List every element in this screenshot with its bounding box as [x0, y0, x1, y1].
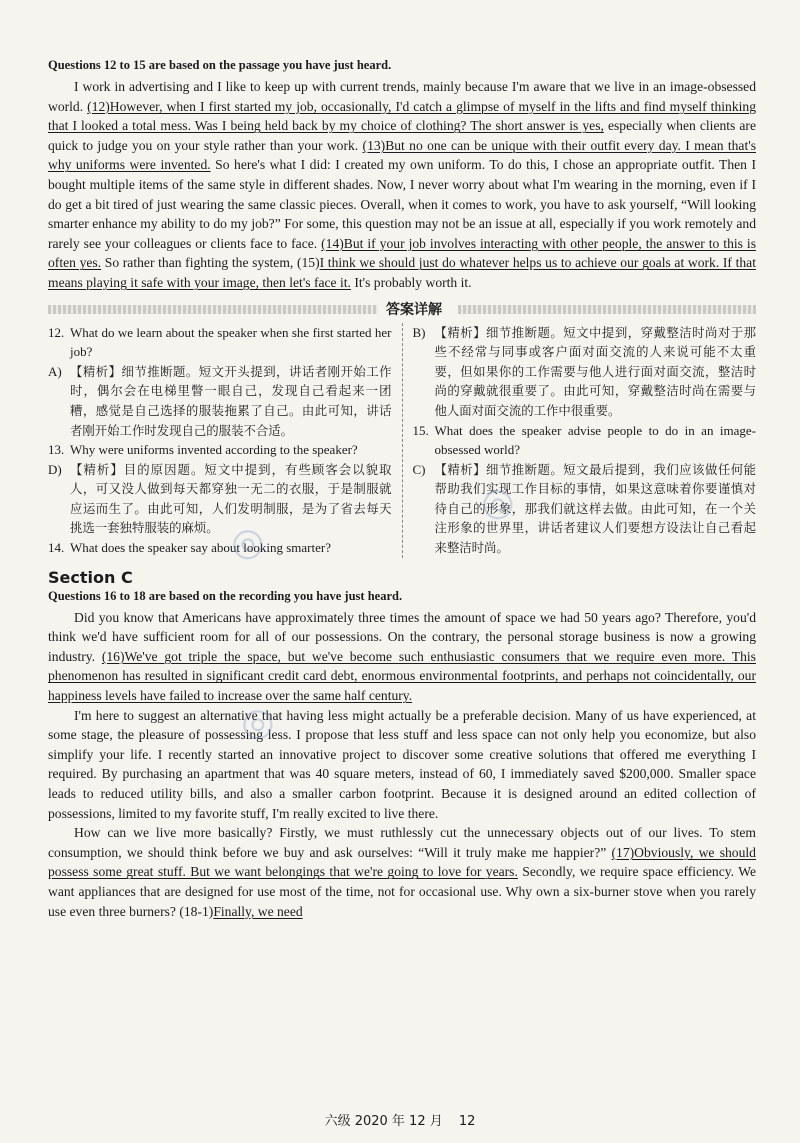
item-label: 14.	[48, 540, 65, 556]
item-label: 12.	[48, 324, 65, 340]
section-c-heading: Questions 16 to 18 are based on the recording you have just heard.	[48, 588, 403, 603]
text-run: So rather than fighting the system, (15)	[101, 255, 320, 271]
item-text: 【精析】目的原因题。短文中提到，有些顾客会以貌取人，可又没人做到每天都穿独一无二的衣服，于是制服就应运而生了。由此可知，人们发明制服，是为了省去每天挑选一套独特服装的麻烦。	[70, 461, 392, 536]
item-text: What do we learn about the speaker when she first started her job?	[70, 324, 392, 360]
footer-label: 六级 2020 年 12 月	[324, 1114, 443, 1129]
scan-noise	[48, 305, 378, 314]
question-item	[48, 538, 392, 558]
underlined-text: Finally, we need	[213, 903, 303, 919]
item-text: What does the speaker say about looking smarter?	[70, 540, 331, 556]
text-run: So here's what I did: I created my own uniform. To do this, I chose an appropriate outfit. Then I bought multiple items of the same style in different shades. Now, I never worry about what I'm wearing in the morning, even if I do get a bit tired of just wearing the same classic pieces. Overall, when it comes to work, you have to ask yourself, “Will looking smarter enhance my ability to do my job?” For some, this question may not be an issue at all, especially if you work remotely and rarely see your colleagues or clients face to face.	[48, 157, 757, 251]
answer-explanation	[48, 460, 392, 538]
item-text: 【精析】细节推断题。短文最后提到，我们应该做任何能帮助我们实现工作目标的事情，如果这意味着你要谨慎对待自己的形象，那我们就这样去做。由此可知，在一个关注形象的世界里，讲话者建议人们要想方设法让自己看起来整洁时尚。	[434, 461, 756, 556]
watermark-mark: ◎	[232, 695, 281, 749]
item-label: C)	[412, 461, 426, 477]
section-c-paragraph-1	[48, 608, 756, 706]
question-item	[48, 440, 392, 460]
text-run: How can we live more basically? Firstly, we must ruthlessly cut the unnecessary objects out of our lives. To stem consumption, we should think before we buy and ask ourselves: “Will it truly make me happier?”	[48, 825, 756, 860]
underlined-text: (17)Obviously, we should possess some great stuff. But we want belongings that we're going to love for years.	[48, 844, 756, 880]
item-text: Why were uniforms invented according to the speaker?	[70, 442, 358, 458]
section-c-paragraph-2	[48, 706, 756, 824]
section-title: Section C	[48, 567, 133, 587]
item-label: B)	[412, 324, 426, 340]
answer-explanation	[48, 362, 392, 440]
text-run: Secondly, we require space efficiency. We want appliances that are designed for use most of the time, not for occasional use. Why own a six-burner stove when you rarely use even three burners? (18-1)	[48, 864, 756, 919]
text-run: Did you know that Americans have approximately three times the amount of space we had 50 years ago? Therefore, you'd think we'd have sufficient room for all of our possessions. On the contrary, the personal storage business is now a growing industry.	[48, 609, 756, 664]
underlined-text: (12)However, when I first started my job, occasionally, I'd catch a glimpse of myself in the lifts and find myself thinking that I looked a total mess. Was I being held back by my choice of clothing? The short answer is yes,	[48, 98, 756, 134]
underlined-text: (14)But if your job involves interacting with other people, the answer to this is often yes.	[48, 235, 756, 271]
item-text: 【精析】细节推断题。短文开头提到，讲话者刚开始工作时，偶尔会在电梯里瞥一眼自己，发现自己看起来一团糟，感觉是自己选择的服装拖累了自己。由此可知，讲话者刚开始工作时发现自己的服装不合适。	[70, 363, 392, 438]
answer-title-bar	[48, 297, 756, 321]
page	[48, 58, 756, 921]
passage-paragraph	[48, 77, 756, 293]
page-number: 12	[458, 1114, 476, 1129]
section-c-paragraph-3	[48, 823, 756, 921]
item-text: 【精析】细节推断题。短文中提到，穿戴整洁时尚对于那些不经常与同事或客户面对面交流的人来说可能不太重要，但如果你的工作需要与他人进行面对面交流，整洁时尚的穿戴就很重要了。由此可知，穿戴整洁时尚在需要与他人面对面交流的工作中很重要。	[434, 324, 756, 418]
watermark-mark: ◎	[472, 475, 521, 529]
question-item	[48, 323, 392, 362]
text-run: It's probably worth it.	[350, 274, 472, 290]
item-label: 15.	[412, 422, 429, 438]
underlined-text: I think we should just do whatever helps us to achieve our goals at work. If that means playing it safe with your image, then let's face it.	[48, 255, 756, 290]
underlined-text: (16)We've got triple the space, but we've become such enthusiastic consumers that we require even more. This phenomenon has resulted in significant credit card debt, enormous environmental footprints, and perhaps not coincidentally, our happiness levels have failed to increase over the same half century.	[48, 648, 756, 704]
text-run: I work in advertising and I like to keep up with current trends, mainly because I'm aware that we live in an image-obsessed world.	[48, 79, 756, 114]
item-label: 13.	[48, 442, 65, 458]
scan-noise	[458, 305, 756, 314]
watermark-mark: ◎	[222, 515, 271, 569]
question-item	[413, 421, 757, 460]
passage-heading: Questions 12 to 15 are based on the passage you have just heard.	[48, 58, 392, 72]
answer-title: 答案详解	[382, 299, 446, 319]
answer-explanation	[413, 323, 757, 421]
page-footer	[0, 1110, 800, 1129]
item-label: A)	[48, 363, 62, 379]
text-run: especially when clients are quick to judge you on your style rather than your work.	[48, 118, 756, 153]
answer-column-left	[48, 323, 403, 558]
answer-explanation	[413, 460, 757, 558]
underlined-text: (13)But no one can be unique with their outfit every day. I mean that's why uniforms were invented.	[48, 137, 756, 173]
item-text: What does the speaker advise people to do in an image-obsessed world?	[434, 422, 756, 458]
answer-column-right	[403, 323, 757, 558]
text-run: I'm here to suggest an alternative that having less might actually be a preferable decision. Many of us have experienced, at some stage, the pleasure of possessing less. I propose that less stuff and less space can not only help you economize, but also simplify your life. I recently started an innovative project to discover some creative solutions that offered me everything I required. By purchasing an apartment that was 40 square meters, instead of 60, I immediately saved $200,000. Smaller space leads to reduced utility bills, and also a smaller carbon footprint. Because it is designed around an edited collection of possessions, limited to my favorite stuff, I'm really excited to live there.	[48, 707, 756, 821]
answer-columns	[48, 323, 756, 558]
item-label: D)	[48, 461, 62, 477]
